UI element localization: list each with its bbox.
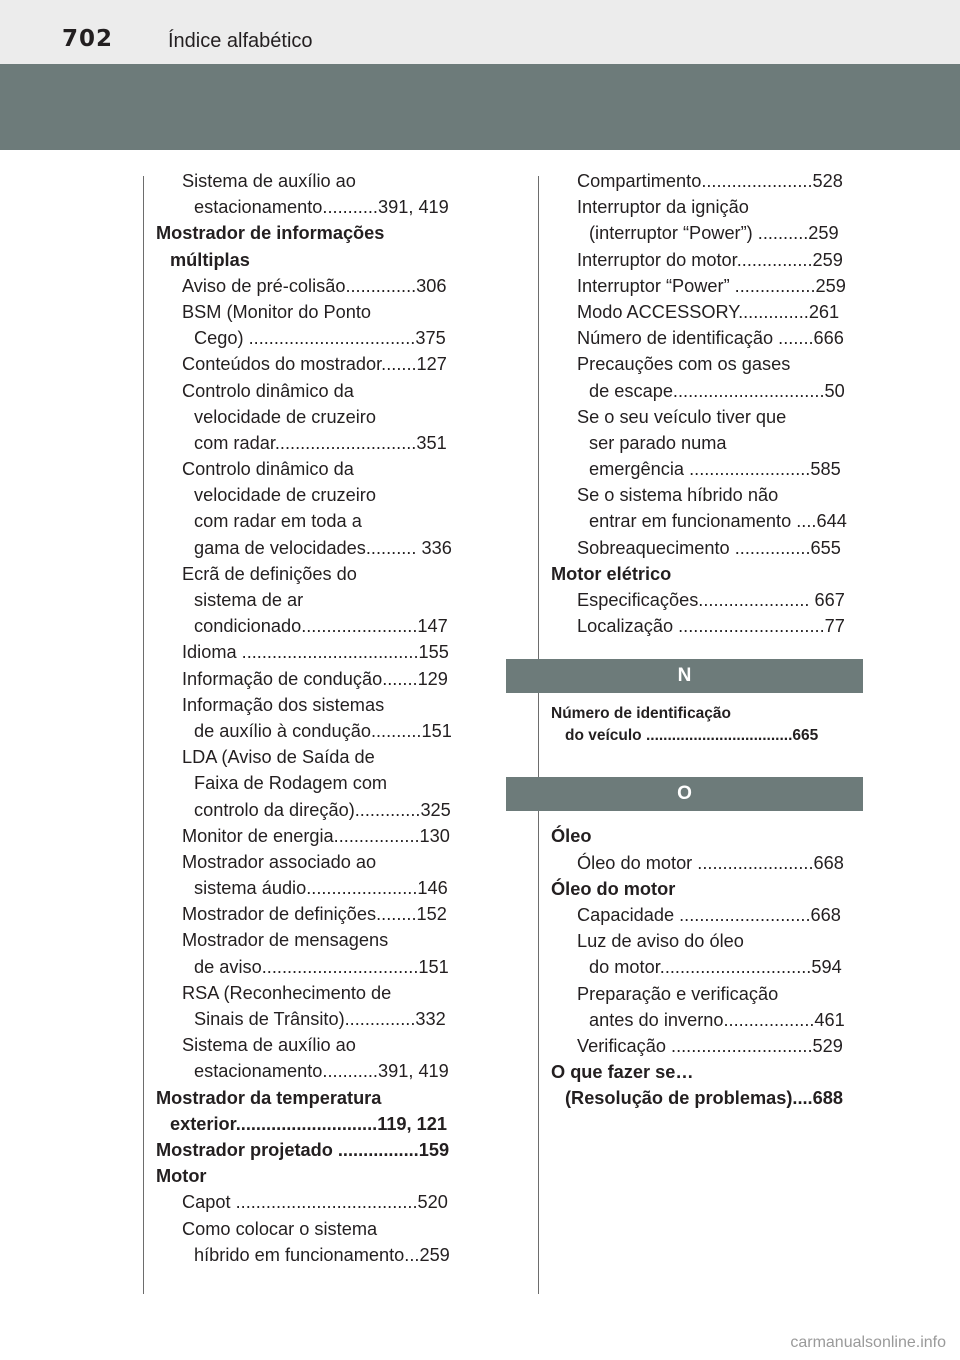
index-entry: (interruptor “Power”) ..........259: [589, 223, 839, 244]
index-entry: Localização .............................77: [577, 616, 845, 637]
index-entry: com radar............................351: [194, 432, 447, 453]
column-divider-left: [143, 176, 144, 1294]
index-entry: LDA (Aviso de Saída de: [182, 747, 375, 768]
column-divider-right: [538, 176, 539, 1294]
index-entry: Verificação ............................529: [577, 1035, 843, 1056]
index-entry: Mostrador da temperatura: [156, 1087, 382, 1108]
index-entry: (Resolução de problemas)....688: [565, 1088, 843, 1109]
index-entry: antes do inverno..................461: [589, 1009, 845, 1030]
index-entry: Informação de condução.......129: [182, 668, 448, 689]
index-entry: Monitor de energia.................130: [182, 825, 450, 846]
index-entry: Capot ....................................520: [182, 1192, 448, 1213]
index-entry: Informação dos sistemas: [182, 694, 385, 715]
index-entry: Compartimento......................528: [577, 171, 843, 191]
index-entry: Motor elétrico: [551, 563, 672, 584]
page-number: 702: [62, 26, 114, 52]
index-entry: Motor: [156, 1166, 207, 1187]
index-entry: Modo ACCESSORY..............261: [577, 301, 840, 322]
index-entry: Especificações...................... 667: [577, 590, 845, 610]
index-entry: do motor..............................594: [589, 957, 842, 978]
index-entry: Conteúdos do mostrador.......127: [182, 354, 447, 375]
index-entry: RSA (Reconhecimento de: [182, 982, 392, 1003]
index-entry: Cego) .................................375: [194, 328, 446, 349]
index-entry: híbrido em funcionamento...259: [194, 1244, 450, 1265]
index-entry: BSM (Monitor do Ponto: [182, 301, 372, 322]
index-entry: velocidade de cruzeiro: [194, 406, 376, 427]
index-entry: Óleo do motor .......................668: [577, 852, 844, 873]
index-entry: de auxílio à condução..........151: [194, 720, 452, 741]
index-entry: Mostrador de mensagens: [182, 930, 389, 951]
page-header: [0, 0, 960, 64]
section-header-n: N: [506, 659, 863, 693]
index-entry: Controlo dinâmico da: [182, 380, 354, 401]
index-entry: sistema de ar: [194, 590, 304, 610]
index-entry: Controlo dinâmico da: [182, 459, 354, 480]
index-entry: ser parado numa: [589, 432, 727, 453]
index-entry: Número de identificação: [551, 705, 732, 723]
index-entry: Aviso de pré-colisão..............306: [182, 275, 447, 296]
index-entry: Preparação e verificação: [577, 983, 779, 1004]
index-entry: Se o sistema híbrido não: [577, 485, 779, 506]
index-entry: Mostrador projetado ................159: [156, 1139, 450, 1160]
index-entry: Óleo: [551, 826, 592, 847]
index-entry: Faixa de Rodagem com: [194, 773, 388, 794]
index-entry: sistema áudio......................146: [194, 878, 448, 899]
index-entry: Interruptor da ignição: [577, 197, 749, 218]
index-entry: velocidade de cruzeiro: [194, 485, 376, 506]
index-column-right: [551, 168, 863, 1111]
index-entry: exterior............................119, 121: [170, 1113, 447, 1134]
index-entry: Capacidade ..........................668: [577, 904, 841, 925]
index-entry: Sistema de auxílio ao: [182, 171, 356, 191]
index-entry: Sobreaquecimento ...............655: [577, 537, 841, 558]
index-entry: Idioma ...................................155: [182, 642, 449, 663]
section-header-o: O: [506, 777, 863, 811]
watermark: carmanualsonline.info: [790, 1334, 946, 1351]
index-column-left: [156, 168, 468, 1268]
index-entry: Óleo do motor: [551, 878, 676, 899]
index-entry: Mostrador de informações: [156, 223, 385, 244]
index-entry: de aviso...............................151: [194, 956, 449, 977]
index-entry: Interruptor do motor...............259: [577, 249, 843, 270]
index-entry: gama de velocidades.......... 336: [194, 537, 452, 558]
index-entry: entrar em funcionamento ....644: [589, 511, 847, 532]
index-entry: O que fazer se…: [551, 1062, 694, 1083]
index-entry: Mostrador de definições........152: [182, 904, 447, 925]
page-title: Índice alfabético: [168, 30, 313, 52]
index-entry: Mostrador associado ao: [182, 851, 377, 872]
index-entry: Como colocar o sistema: [182, 1218, 378, 1239]
index-entry: estacionamento...........391, 419: [194, 1061, 449, 1082]
index-entry: do veículo ..................................665: [565, 727, 819, 745]
index-entry: Número de identificação .......666: [577, 328, 844, 349]
index-entry: condicionado.......................147: [194, 616, 448, 637]
header-band: [0, 64, 960, 150]
index-entry: controlo da direção).............325: [194, 799, 451, 820]
index-entry: com radar em toda a: [194, 511, 362, 532]
index-entry: de escape..............................50: [589, 380, 845, 401]
index-entry: Luz de aviso do óleo: [577, 931, 744, 952]
index-entry: Precauções com os gases: [577, 354, 791, 375]
index-entry: estacionamento...........391, 419: [194, 197, 449, 218]
index-entry: Interruptor “Power” ................259: [577, 275, 846, 296]
index-entry: Se o seu veículo tiver que: [577, 406, 787, 427]
index-entry: Sistema de auxílio ao: [182, 1035, 356, 1056]
index-entry: Sinais de Trânsito)..............332: [194, 1009, 446, 1029]
index-entry: múltiplas: [170, 249, 250, 270]
index-entry: emergência ........................585: [589, 459, 841, 480]
index-entry: Ecrã de definições do: [182, 563, 357, 584]
